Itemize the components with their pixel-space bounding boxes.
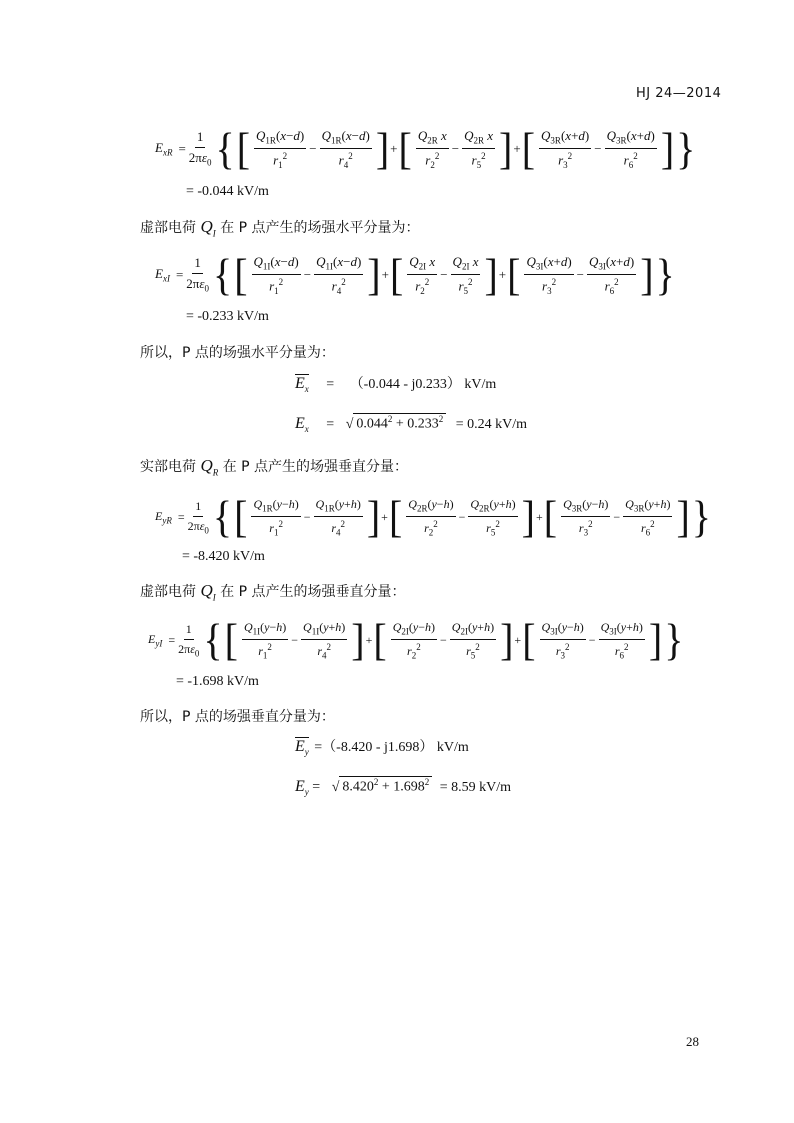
exR-value: = -0.044 kV/m (186, 184, 269, 199)
equation-eyR: $E_{yR}$ = $\frac{1}{2\pi\varepsilon_0}$ { [ $\frac{Q_{1R}(y-h)}{r_1^2}$ − $\frac{Q_{1R}(y+h)}{r_4^2}$ ] + [ $\frac{Q_{2R}(y-h)}{r_2^2}$ − $\frac{Q_{2R}(y+h)}{r_5^2}$ ] + [ $\frac{Q_{3R}(y-h)}{r_3^2}$ − $\frac{Q_{3R}(y+h)}{r_6^2}$ ] } (155, 491, 711, 542)
paragraph-real-vertical: 实部电荷 $Q_R$ 在 P 点产生的场强垂直分量： (140, 456, 409, 478)
eyI-value: = -1.698 kV/m (176, 674, 259, 689)
eyR-value: = -8.420 kV/m (182, 549, 265, 564)
equation-exR: $E_{xR}$ = $\frac{1}{2\pi\varepsilon_0}$ { [ $\frac{Q_{1R}(x-d)}{r_1^2}$ − $\frac{Q_{1R}(x-d)}{r_4^2}$ ] + [ $\frac{Q_{2R} x}{r_2^2}$ − $\frac{Q_{2R} x}{r_5^2}$ ] + [ $\frac{Q_{3R}(x+d)}{r_3^2}$ − $\frac{Q_{3R}(x+d)}{r_6^2}$ ] } (155, 123, 696, 173)
standard-code: HJ 24—2014 (636, 86, 722, 101)
equation-eyI: $E_{yI}$ = $\frac{1}{2\pi\varepsilon_0}$ { [ $\frac{Q_{1I}(y-h)}{r_1^2}$ − $\frac{Q_{1I}(y+h)}{r_4^2}$ ] + [ $\frac{Q_{2I}(y-h)}{r_2^2}$ − $\frac{Q_{2I}(y+h)}{r_5^2}$ ] + [ $\frac{Q_{3I}(y-h)}{r_3^2}$ − $\frac{Q_{3I}(y+h)}{r_6^2}$ ] } (148, 614, 684, 665)
equation-exI: $E_{xI}$ = $\frac{1}{2\pi\varepsilon_0}$ { [ $\frac{Q_{1I}(x-d)}{r_1^2}$ − $\frac{Q_{1I}(x-d)}{r_4^2}$ ] + [ $\frac{Q_{2I} x}{r_2^2}$ − $\frac{Q_{2I} x}{r_5^2}$ ] + [ $\frac{Q_{3I}(x+d)}{r_3^2}$ − $\frac{Q_{3I}(x+d)}{r_6^2}$ ] } (155, 249, 675, 299)
paragraph-imag-horizontal: 虚部电荷 $Q_I$ 在 P 点产生的场强水平分量为： (140, 217, 420, 239)
paragraph-horizontal-summary: 所以，P 点的场强水平分量为： (140, 345, 335, 361)
ex-magnitude-row: $E_x$ = √ $0.044^2 + 0.233^2 = 0.24$ kV/m (295, 414, 528, 434)
exI-value: = -0.233 kV/m (186, 309, 269, 324)
paragraph-vertical-summary: 所以，P 点的场强垂直分量为： (140, 709, 335, 725)
ey-complex-row: $E_y =(-8.420 - j1.698)$ kV/m (295, 738, 469, 758)
page-number: 28 (686, 1034, 699, 1049)
ex-complex-row: $E_x = (-0.044 - j0.233)$ kV/m (295, 375, 497, 395)
paragraph-imag-vertical: 虚部电荷 $Q_I$ 在 P 点产生的场强垂直分量： (140, 581, 406, 603)
ey-magnitude-row: $E_y$ = √ $8.420^2 + 1.698^2 = 8.59$ kV/m (295, 777, 512, 797)
